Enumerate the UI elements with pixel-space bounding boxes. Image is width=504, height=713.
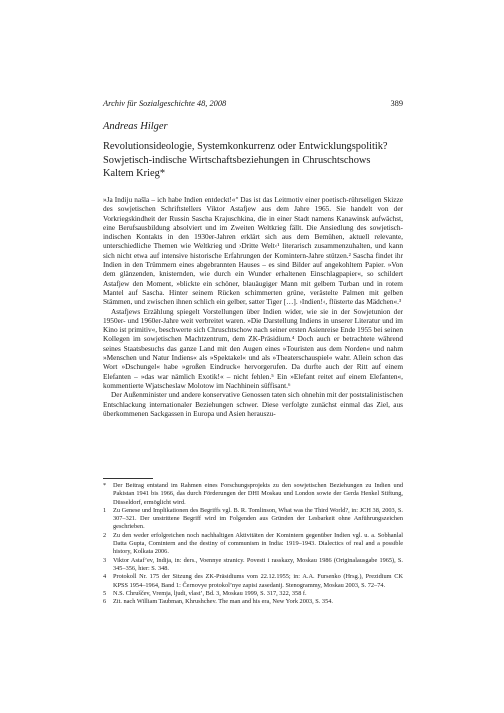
footnote: [103, 573, 403, 590]
body-paragraph: Astafjews Erzählung spiegelt Vorstellungen über Indien wider, wie sie in der Sowjetunion der 1950er- und 1960er-Jahre weit verbreitet waren. »Die Darstellung Indiens in unserer Literatur und im Kino ist primitiv«, beschwerte sich Chruschtschow nach seiner ersten Asienreise Ende 1955 bei seinen Kollegen im sowjetischen Machtzentrum, dem ZK-Präsidium.⁴ Doch auch er betrachtete während seines Staatsbesuchs das ganze Land mit den Augen eines »Touristen aus dem Norden« und nahm »Menschen und Natur Indiens« als »Spektakel« und als »Theaterschauspiel« wahr. Allein schon das Wort »Dschungel« habe »großen Eindruck« hervorgerufen. Da durfte auch der Ritt auf einem Elefanten – »das war nämlich Exotik!« – nicht fehlen.⁵ Ein »Elefant reitet auf einem Elefanten«, kommentierte Wjatscheslaw Molotow im Nachhinein süffisant.⁶: [103, 306, 403, 390]
footnote-mark: 4: [103, 573, 107, 581]
footnote-mark: 3: [103, 556, 107, 564]
footnote-text: Zit. nach William Taubman, Khrushchev. The man and his era, New York 2003, S. 354.: [113, 598, 333, 606]
footnote-text: Viktor Astaf’ev, Indija, in: ders., Voennye stranicy. Povesti i rasskazy, Moskau 1986 (Originalausgabe 1965), S. 345–356, hier: S. 348.: [113, 556, 403, 572]
footnote-text: Zu Genese und Implikationen des Begriffs vgl. B. R. Tomlinson, What was the Third World?, in: JCH 38, 2003, S. 307–321. Der unstrittene Begriff wird im Folgenden aus Gründen der Lesbarkeit ohne Anführungszeichen geschrieben.: [113, 506, 403, 531]
body-paragraph: Der Außenminister und andere konservative Genossen taten sich ohnehin mit der poststalinistischen Entschlackung internationaler Beziehungen schwer. Diese verfolgte zunächst einmal das Ziel, aus überkommenen Sackgassen in Europa und Asien herauszu-: [103, 390, 404, 418]
article-subtitle: Sowjetisch-indische Wirtschaftsbeziehungen in Chruschtschows Kaltem Krieg*: [103, 155, 371, 179]
footnote-mark: 1: [103, 506, 107, 514]
footnote: [103, 557, 403, 574]
article-author: Andreas Hilger: [103, 121, 168, 132]
footnote: [103, 532, 403, 557]
footnote-text: Der Beitrag entstand im Rahmen eines Forschungsprojekts zu den sowjetischen Beziehungen zu Indien und Pakistan 1941 bis 1966, das durch Förderungen der DHI Moskau und London sowie der Gerda Henkel Stiftung, Düsseldorf, ermöglicht wird.: [113, 482, 403, 506]
footnote: [103, 507, 403, 532]
footnote-text: Zu den weder erfolgreichen noch nachhaltigen Aktivitäten der Komintern gegenüber Indien vgl. u. a. Sobhanlal Datta Gupta, Comintern and the destiny of communism in India: 1919–1943. Dialectics of real and a possible history, Kolkata 2006.: [113, 531, 403, 556]
footnotes: [103, 482, 403, 606]
footnote-text: Protokoll Nr. 175 der Sitzung des ZK-Präsidiums vom 22.12.1955; in: A.A. Fursenko (Hrsg.), Prezidium CK KPSS 1954–1964, Band 1: Černovye protokol’nye zapisi zasedanij. Stenogrammy, Moskau 2003, S. 72–74.: [113, 573, 403, 589]
footnote: [103, 590, 403, 598]
footnote-mark: 2: [103, 531, 107, 539]
body-paragraph: »Ja Indiju našla – ich habe Indien entdeckt!«ʺ Das ist das Leitmotiv einer poetisch-rührseligen Skizze des sowjetischen Schriftstellers Viktor Astafjew aus dem Jahre 1965. Sie handelt von der Vorkriegskindheit der Russin Sascha Krajuschkina, die in einer Stadt namens Kanawinsk aufwächst, eine Berufsausbildung absolviert und im Zweiten Weltkrieg fällt. Die Ansiedlung des sowjetisch-indischen Kontakts in den 1930er-Jahren erklärt sich aus dem Bemühen, aktuell relevante, unterschiedliche Themen wie Weltkrieg und ›Dritte Welt‹¹ literarisch zusammenzuhalten, und kann sich nicht etwa auf intensive historische Erfahrungen der Komintern-Jahre stützen.² Sascha findet ihr Indien in den Trümmern eines abgebrannten Hauses – es sind Bilder auf angekohltem Papier. »Von dem glänzenden, knisternden, wie durch ein Wunder erhaltenen Einschlagpapier«, so schildert Astafjew den Moment, »blickte ein schöner, blauäugiger Mann mit gelbem Turban und in rotem Mantel auf Sascha. Hinter seinem Rücken schimmerten grüne, verästelte Palmen mit gelben Stämmen, und zwischen ihnen schlich ein gelber, satter Tiger […]. ›Indien!‹, flüsterte das Mädchen«.³: [103, 195, 403, 307]
footnote-mark: *: [103, 482, 107, 489]
running-head: Archiv für Sozialgeschichte 48, 2008: [103, 99, 227, 108]
footnote: [103, 598, 403, 606]
page-number: 389: [390, 99, 403, 108]
footnote-mark: 6: [103, 598, 107, 606]
article-body: [103, 195, 403, 418]
footnote-text: N.S. Chruščev, Vremja, ljudi, vlast’, Bd. 3, Moskau 1999, S. 317, 322, 358 f.: [113, 589, 307, 597]
footnote-divider: [103, 478, 153, 479]
article-title: Revolutionsideologie, Systemkonkurrenz oder Entwicklungspolitik?: [103, 141, 388, 152]
footnote-mark: 5: [103, 589, 107, 597]
footnote: [103, 482, 403, 507]
